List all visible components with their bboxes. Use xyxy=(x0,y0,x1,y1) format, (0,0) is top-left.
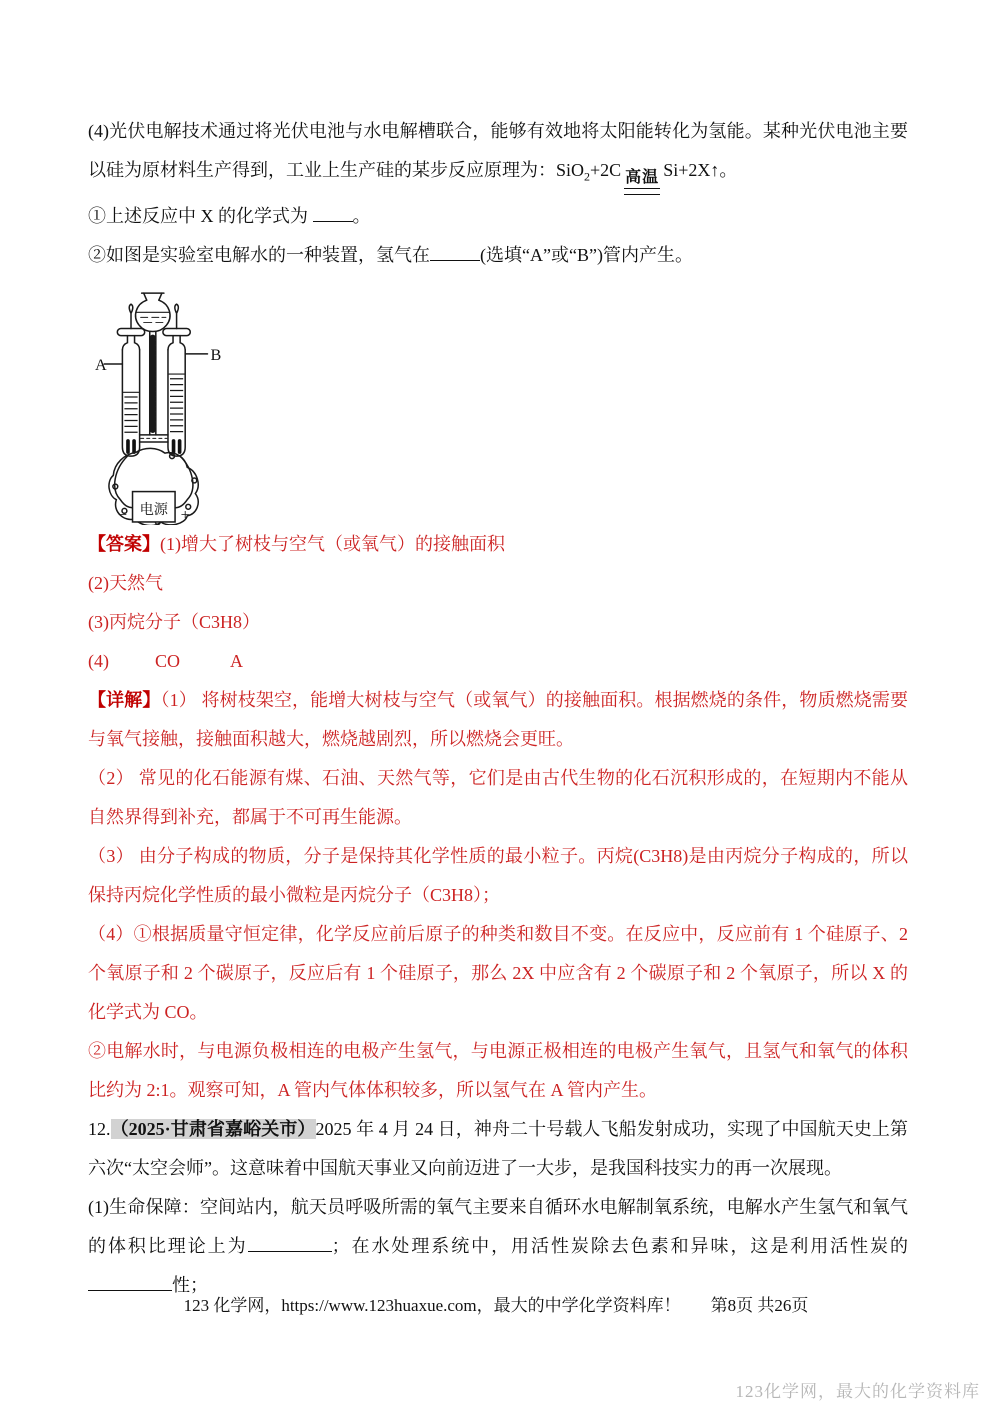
analysis-paragraph-5 xyxy=(88,1032,908,1110)
plus-terminal: + xyxy=(180,505,190,524)
answer-co: CO xyxy=(155,650,181,671)
analysis-paragraph-3 xyxy=(88,837,908,915)
tube-a-shoulder xyxy=(122,335,139,349)
tube-b-shoulder xyxy=(168,335,185,349)
tube-a-stopcock xyxy=(117,328,144,335)
answer-blank xyxy=(430,243,480,260)
part1-text: (1)生命保障：空间站内，航天员呼吸所需的氧气主要来自循环水电解制氧系统，电解水产生氢气和氧气的体积比理论上为 xyxy=(88,1196,908,1256)
question12-number: 12. xyxy=(88,1118,111,1139)
analysis-label: 【详解】 xyxy=(88,689,161,710)
sentence-period: 。 xyxy=(719,160,738,180)
question11-part4-paragraph xyxy=(88,112,908,197)
sub1-period: 。 xyxy=(352,205,371,226)
minus-terminal: − xyxy=(117,505,127,524)
condition-text: 高温 xyxy=(625,169,660,186)
sub-question-1 xyxy=(88,197,908,236)
electrode-b xyxy=(174,441,180,452)
apparatus-lines xyxy=(104,293,207,525)
tube-b-stopcock xyxy=(163,328,190,335)
equation-reactant: SiO xyxy=(556,160,585,180)
question12-source-highlight: （2025·甘肃省嘉峪关市） xyxy=(110,1118,316,1139)
answer-blank xyxy=(313,204,353,221)
wire-right xyxy=(175,456,193,508)
answer-text: (1)增大了树枝与空气（或氧气）的接触面积 xyxy=(160,533,505,554)
sub1-text: ①上述反应中 X 的化学式为 xyxy=(88,205,308,226)
question12-paragraph xyxy=(88,1110,908,1188)
answer-line-4 xyxy=(88,642,908,681)
equation-reactant-rest: +2C xyxy=(590,160,622,180)
sub-question-2 xyxy=(88,236,908,275)
analysis-text: （4）①根据质量守恒定律，化学反应前后原子的种类和数目不变。在反应中，反应前有 1 个硅原子、2 个氧原子和 2 个碳原子，反应后有 1 个硅原子，那么 2X 中应含有 2 个碳原子和 2 个氧原子，所以 X 的化学式为 CO。 xyxy=(88,923,908,1022)
electrode-a xyxy=(128,441,134,452)
tube-b-stopcock-pin xyxy=(175,304,179,328)
funnel-bulb xyxy=(136,300,170,331)
footer-page-number: 第8页 共26页 xyxy=(710,1296,809,1315)
answer-text: (3)丙烷分子（C3H8） xyxy=(88,611,260,632)
tube-a-label: A xyxy=(95,355,107,374)
answer-line-2 xyxy=(88,564,908,603)
equals-double-line xyxy=(624,188,660,195)
part1-mid-text: ；在水处理系统中，用活性炭除去色素和异味，这是利用活性炭的 xyxy=(331,1235,909,1256)
answer-number: (4) xyxy=(88,650,109,671)
analysis-text: （3） 由分子构成的物质，分子是保持其化学性质的最小粒子。丙烷(C3H8)是由丙烷分子构成的，所以保持丙烷化学性质的最小微粒是丙烷分子（C3H8）； xyxy=(88,845,908,905)
analysis-text: ②电解水时，与电源负极相连的电极产生氢气，与电源正极相连的电极产生氧气，且氢气和氧气的体积比约为 2:1。观察可知，A 管内气体体积较多，所以氢气在 A 管内产生。 xyxy=(88,1040,908,1100)
tube-b-label: B xyxy=(210,345,222,364)
watermark-text: 123化学网，最大的化学资料库 xyxy=(735,1382,980,1401)
chemical-equation xyxy=(556,160,720,186)
reaction-condition xyxy=(624,169,660,195)
analysis-text: （1） 将树枝架空，能增大树枝与空气（或氧气）的接触面积。根据燃烧的条件，物质燃烧需要与氧气接触，接触面积越大，燃烧越剧烈，所以燃烧会更旺。 xyxy=(88,689,909,749)
funnel-liquid-dashes xyxy=(141,317,166,322)
question12-intro: 2025 年 4 月 24 日，神舟二十号载人飞船发射成功，实现了中国航天史上第六次“太空会师”。这意味着中国航天事业又向前迈进了一大步，是我国科技实力的再一次展现。 xyxy=(88,1118,908,1178)
analysis-paragraph-4 xyxy=(88,915,908,1032)
analysis-text: （2） 常见的化石能源有煤、石油、天然气等，它们是由古代生物的化石沉积形成的，在短期内不能从自然界得到补充，都属于不可再生能源。 xyxy=(88,767,908,827)
question12-part1 xyxy=(88,1188,908,1305)
funnel-rim xyxy=(142,293,164,300)
answer-line-1 xyxy=(88,525,908,564)
answer-label: 【答案】 xyxy=(88,533,160,554)
equation-subscript: 2 xyxy=(584,169,591,184)
equation-products: Si+2X↑ xyxy=(663,160,720,180)
part4-intro-text: (4)光伏电解技术通过将光伏电池与水电解槽联合，能够有效地将太阳能转化为氢能。某种光伏电池主要以硅为原材料生产得到，工业上生产硅的某步反应原理为： xyxy=(88,121,908,180)
sub2-tail: (选填“A”或“B”)管内产生。 xyxy=(480,244,693,265)
page-footer xyxy=(0,1292,992,1320)
answer-line-3 xyxy=(88,603,908,642)
footer-site-info: 123 化学网，https://www.123huaxue.com，最大的中学化学资料库！ xyxy=(183,1296,681,1315)
tube-b xyxy=(168,349,185,455)
answer-text: (2)天然气 xyxy=(88,572,163,593)
answer-a: A xyxy=(230,650,244,671)
part1-tail-text: 性； xyxy=(172,1274,208,1295)
electrolysis-apparatus-diagram xyxy=(94,287,246,525)
flask-curl xyxy=(170,453,175,458)
sub2-text: ②如图是实验室电解水的一种装置，氢气在 xyxy=(88,244,430,265)
answer-blank xyxy=(88,1273,172,1290)
tube-a-stopcock-pin xyxy=(129,304,133,328)
analysis-paragraph-1 xyxy=(88,681,908,759)
power-supply-label: 电源 xyxy=(139,501,168,518)
analysis-paragraph-2 xyxy=(88,759,908,837)
answer-blank xyxy=(248,1234,332,1251)
